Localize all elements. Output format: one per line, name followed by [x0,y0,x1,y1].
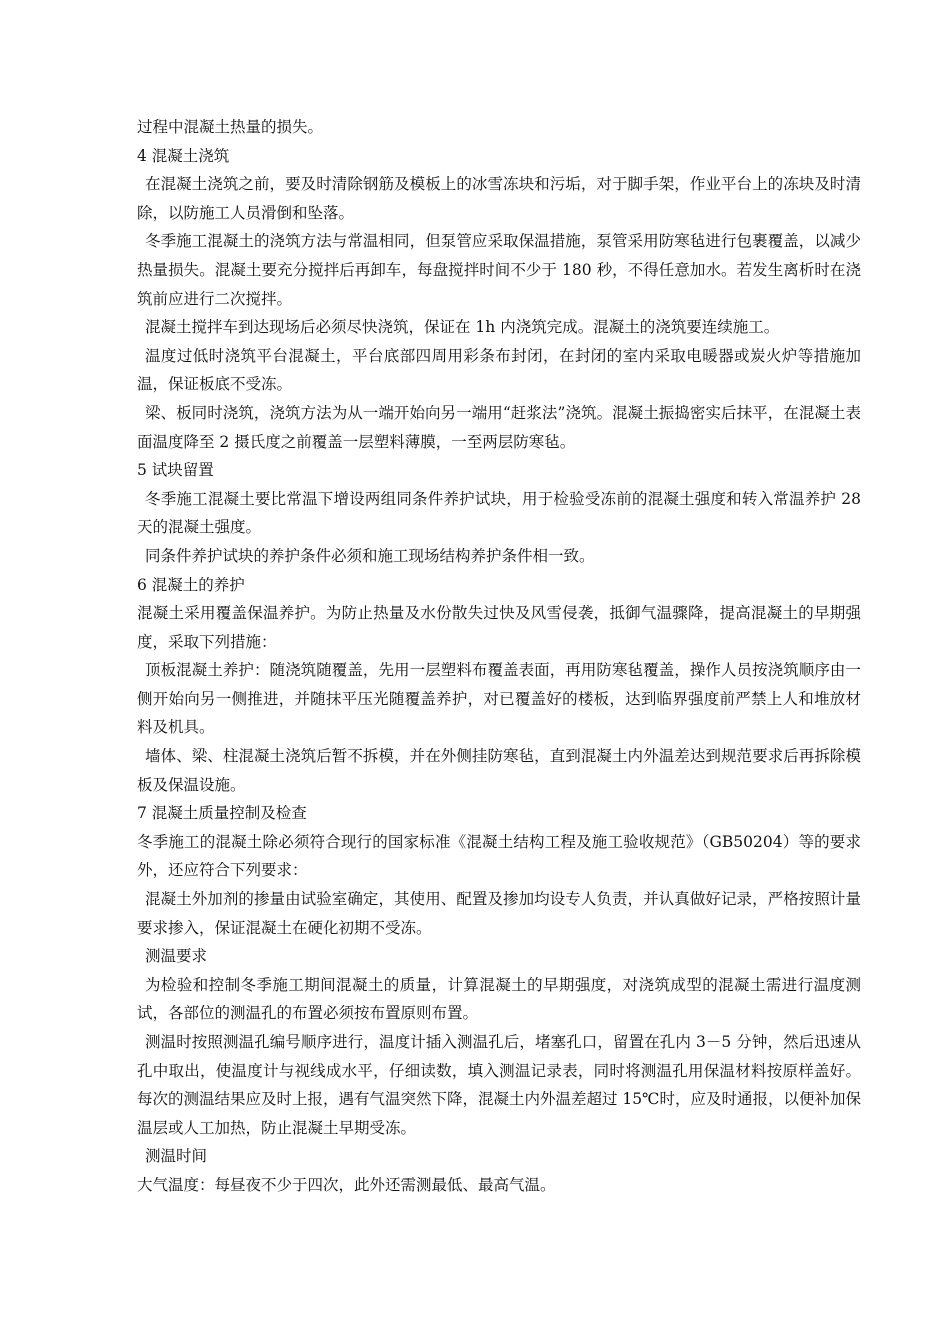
section-heading: 6 混凝土的养护 [137,575,245,594]
paragraph: 冬季施工混凝土要比常温下增设两组同条件养护试块，用于检验受冻前的混凝土强度和转入常温养护 28 天的混凝土强度。 [137,489,861,537]
paragraph: 冬季施工的混凝土除必须符合现行的国家标准《混凝土结构工程及施工验收规范》（GB50204）等的要求外，还应符合下列要求： [137,832,861,880]
paragraph: 混凝土采用覆盖保温养护。为防止热量及水份散失过快及风雪侵袭，抵御气温骤降，提高混凝土的早期强度，采取下列措施： [137,604,861,651]
paragraph: 梁、板同时浇筑，浇筑方法为从一端开始向另一端用“赶浆法”浇筑。混凝土振捣密实后抹平，在混凝土表面温度降至 2 摄氏度之前覆盖一层塑料薄膜，一至两层防寒毡。 [137,403,861,451]
paragraph: 墙体、梁、柱混凝土浇筑后暂不拆模，并在外侧挂防寒毡，直到混凝土内外温差达到规范要求后再拆除模板及保温设施。 [137,747,861,794]
subheading: 测温时间 [145,1147,208,1166]
paragraph: 测温时按照测温孔编号顺序进行，温度计插入测温孔后，堵塞孔口，留置在孔内 3－5 分钟，然后迅速从孔中取出，使温度计与视线成水平，仔细读数，填入测温记录表，同时将测温孔用保温材料按原样盖好。每次的测温结果应及时上报，遇有气温突然下降，混凝土内外温差超过 15℃时，应及时通报，以便补加保温层或人工加热，防止混凝土早期受冻。 [137,1033,861,1137]
subheading: 测温要求 [145,947,208,966]
paragraph: 冬季施工混凝土的浇筑方法与常温相同，但泵管应采取保温措施，泵管采用防寒毡进行包裹覆盖，以减少热量损失。混凝土要充分搅拌后再卸车，每盘搅拌时间不少于 180 秒，不得任意加水。若发生离析时在浇筑前应进行二次搅拌。 [137,232,861,308]
paragraph: 温度过低时浇筑平台混凝土，平台底部四周用彩条布封闭，在封闭的室内采取电暖器或炭火炉等措施加温，保证板底不受冻。 [137,346,861,394]
paragraph: 同条件养护试块的养护条件必须和施工现场结构养护条件相一致。 [145,546,595,565]
paragraph: 在混凝土浇筑之前，要及时清除钢筋及模板上的冰雪冻块和污垢，对于脚手架，作业平台上的冻块及时清除，以防施工人员滑倒和坠落。 [137,175,861,222]
section-heading: 4 混凝土浇筑 [137,146,230,165]
paragraph: 大气温度：每昼夜不少于四次，此外还需测最低、最高气温。 [137,1175,556,1194]
section-heading: 7 混凝土质量控制及检查 [137,804,307,823]
paragraph: 顶板混凝土养护：随浇筑随覆盖，先用一层塑料布覆盖表面，再用防寒毡覆盖，操作人员按浇筑顺序由一侧开始向另一侧推进，并随抹平压光随覆盖养护，对已覆盖好的楼板，达到临界强度前严禁上人和堆放材料及机具。 [137,661,861,737]
paragraph: 混凝土外加剂的掺量由试验室确定，其使用、配置及掺加均设专人负责，并认真做好记录，严格按照计量要求掺入，保证混凝土在硬化初期不受冻。 [137,890,861,937]
paragraph: 混凝土搅拌车到达现场后必须尽快浇筑，保证在 1h 内浇筑完成。混凝土的浇筑要连续施工。 [145,318,780,337]
section-heading: 5 试块留置 [137,461,214,480]
paragraph: 过程中混凝土热量的损失。 [137,118,324,136]
paragraph: 为检验和控制冬季施工期间混凝土的质量，计算混凝土的早期强度，对浇筑成型的混凝土需进行温度测试，各部位的测温孔的布置必须按布置原则布置。 [137,975,861,1023]
document-body [137,113,861,1200]
